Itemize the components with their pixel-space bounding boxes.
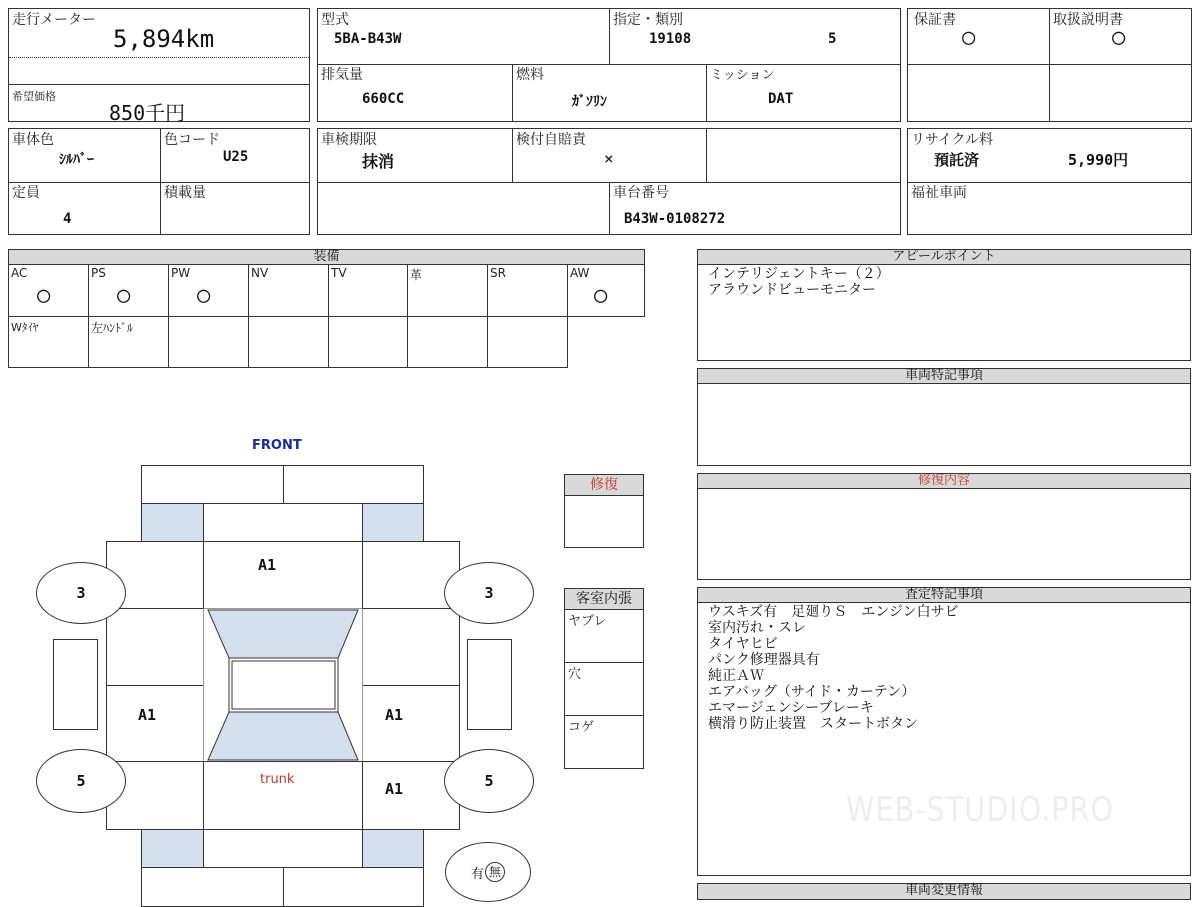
- recycle-status: 預託済: [934, 151, 980, 169]
- ari-label: 有: [470, 866, 484, 882]
- designation-value-1: 19108: [649, 31, 692, 47]
- hood-panel: [203, 541, 363, 609]
- warranty-label: 保証書: [914, 12, 956, 28]
- rear-bumper-right: [283, 867, 424, 907]
- equip-cell-aw: AW ○: [567, 264, 645, 317]
- grade-left-door: A1: [138, 706, 157, 724]
- wheel-front-left: 3: [36, 562, 126, 624]
- color-code-value: U25: [223, 149, 249, 165]
- repair-content-panel: [697, 488, 1191, 580]
- wheel-rear-left: 5: [36, 749, 126, 813]
- assessment-panel: [697, 602, 1191, 876]
- assessment-header: 査定特記事項: [697, 587, 1191, 603]
- inspection-value: 抹消: [362, 152, 395, 171]
- equip-cell-empty: [487, 316, 568, 368]
- equip-cell-leather: 革: [407, 264, 488, 317]
- grade-hood: A1: [258, 556, 277, 574]
- equip-cell-empty: [328, 316, 409, 368]
- right-rear-door: [362, 685, 460, 762]
- designation-value-2: 5: [828, 31, 837, 47]
- fuel-label: 燃料: [516, 67, 544, 83]
- vehicle-notes-panel: [697, 383, 1191, 466]
- rear-center: [203, 829, 363, 868]
- front-left-fender-corner: [141, 503, 204, 542]
- left-side-step: [53, 639, 98, 730]
- mission-value: DAT: [768, 91, 794, 107]
- model-label: 型式: [321, 12, 349, 28]
- chassis-value: B43W-0108272: [624, 211, 726, 227]
- color-box: [8, 128, 310, 235]
- equipment-header: 装備: [8, 249, 645, 265]
- recycle-value: 5,990円: [1068, 151, 1129, 169]
- mission-label: ミッション: [710, 68, 775, 83]
- equip-cell-empty: [407, 316, 488, 368]
- front-center: [203, 503, 363, 542]
- front-right-fender-corner: [362, 503, 424, 542]
- change-info-header: 車両変更情報: [697, 883, 1191, 900]
- insurance-value: ×: [604, 149, 614, 168]
- assessment-text: ウスキズ有 足廻りＳ エンジン白サビ 室内汚れ・スレ タイヤヒビ パンク修理器具有 純正ＡＷ エアバッグ（サイド・カーテン） エマージェンシーブレーキ 横滑り防止装置 スタートボタン: [708, 604, 959, 732]
- equip-cell-tv: TV: [328, 264, 409, 317]
- right-front-door: [362, 608, 460, 686]
- front-bumper-left: [141, 465, 284, 504]
- body-color-value: ｼﾙﾊﾞｰ: [59, 152, 94, 168]
- capacity-value: 4: [63, 211, 72, 227]
- equipment-grid: [8, 264, 645, 368]
- mileage-box: [8, 8, 310, 125]
- warranty-box: [907, 8, 1192, 122]
- repair-content-header: 修復内容: [697, 473, 1191, 489]
- model-box: [317, 8, 901, 122]
- nashi-circled: 無: [485, 862, 505, 882]
- repair-box-panel: [564, 495, 644, 548]
- rear-right-corner: [362, 829, 424, 868]
- inspection-label: 車検期限: [321, 132, 377, 148]
- displacement-label: 排気量: [321, 67, 363, 83]
- rear-left-corner: [141, 829, 204, 868]
- appeal-header: アピールポイント: [697, 249, 1191, 265]
- designation-label: 指定・類別: [613, 12, 683, 28]
- roof-glass: [203, 608, 363, 762]
- vehicle-notes-header: 車両特記事項: [697, 368, 1191, 384]
- appeal-panel: [697, 264, 1191, 361]
- equip-cell-sr: SR: [487, 264, 568, 317]
- mileage-label: 走行メーター: [12, 12, 96, 28]
- color-code-label: 色コード: [164, 132, 220, 148]
- grade-right-door: A1: [385, 706, 404, 724]
- fuel-value: ｶﾞｿﾘﾝ: [572, 94, 607, 110]
- spare-indicator: [445, 842, 531, 902]
- trunk-label: trunk: [260, 772, 295, 787]
- equip-cell-ps: PS ○: [88, 264, 169, 317]
- equip-cell-lhd: 左ﾊﾝﾄﾞﾙ: [88, 316, 169, 368]
- watermark: WEB-STUDIO.PRO: [846, 790, 1114, 830]
- interior-header: 客室内張: [564, 588, 644, 610]
- body-color-label: 車体色: [12, 132, 54, 148]
- model-value: 5BA-B43W: [334, 31, 402, 47]
- mileage-value: 5,894km: [113, 25, 215, 53]
- displacement-value: 660CC: [362, 91, 405, 107]
- equip-cell-ac: AC ○: [8, 264, 89, 317]
- price-value: 850千円: [109, 101, 186, 125]
- price-label: 希望価格: [12, 90, 56, 103]
- left-front-door: [106, 608, 204, 686]
- insurance-label: 検付自賠責: [516, 132, 586, 148]
- front-label: FRONT: [252, 438, 302, 453]
- wheel-front-right: 3: [444, 562, 534, 624]
- interior-item-hole: 穴: [564, 662, 644, 716]
- manual-label: 取扱説明書: [1053, 12, 1123, 28]
- front-bumper-right: [283, 465, 424, 504]
- welfare-label: 福祉車両: [911, 185, 967, 201]
- repair-box-header: 修復: [564, 474, 644, 496]
- interior-item-burn: コゲ: [564, 715, 644, 769]
- equip-cell-empty: [248, 316, 329, 368]
- appeal-text: インテリジェントキー（２） アラウンドビューモニター: [708, 266, 890, 298]
- chassis-label: 車台番号: [613, 185, 669, 201]
- recycle-box: [907, 128, 1192, 235]
- manual-value: ○: [1112, 25, 1126, 50]
- inspection-box: [317, 128, 901, 235]
- interior-item-tear: ヤブレ: [564, 609, 644, 663]
- recycle-label: リサイクル料: [911, 132, 994, 148]
- load-label: 積載量: [164, 185, 206, 201]
- warranty-value: ○: [962, 25, 976, 50]
- equip-cell-wtire: Wﾀｲﾔ: [8, 316, 89, 368]
- grade-right-rear: A1: [385, 780, 404, 798]
- wheel-rear-right: 5: [444, 749, 534, 813]
- equip-cell-pw: PW ○: [168, 264, 249, 317]
- right-side-step: [467, 639, 512, 730]
- capacity-label: 定員: [12, 185, 40, 201]
- equip-cell-empty: [168, 316, 249, 368]
- rear-bumper-left: [141, 867, 284, 907]
- equip-cell-nv: NV: [248, 264, 329, 317]
